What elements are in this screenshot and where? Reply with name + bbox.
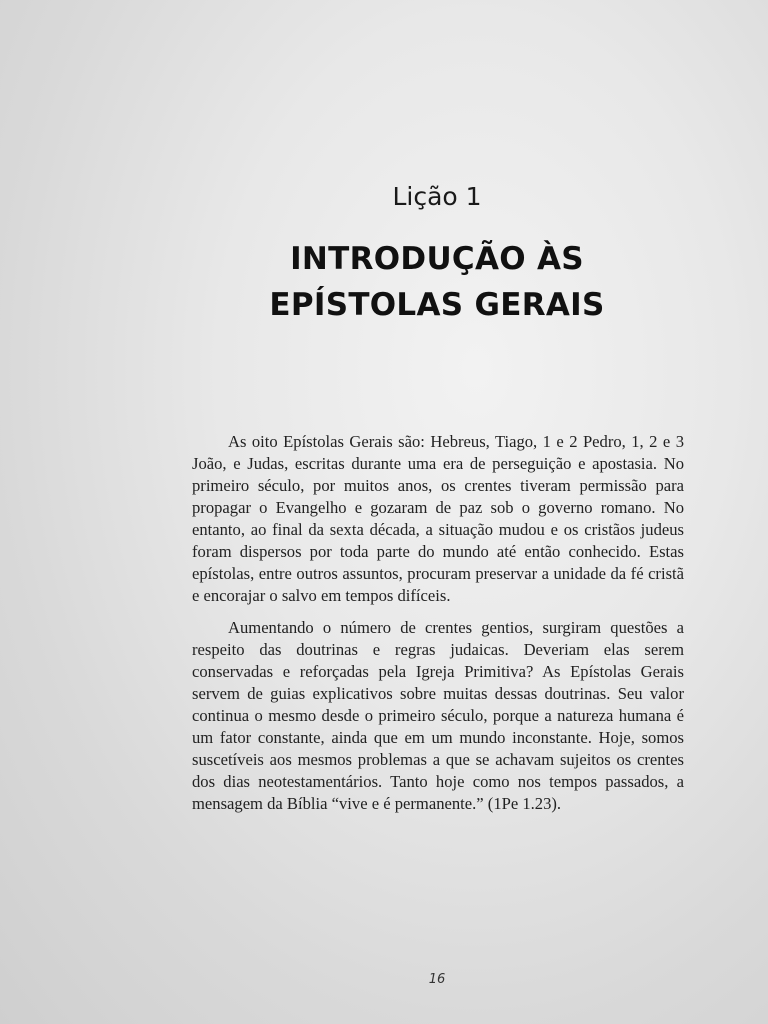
paragraph-2: Aumentando o número de crentes gentios, surgiram questões a respeito das doutrinas e regras judaicas. Deveriam elas serem conservadas e reforçadas pela Igreja Primitiva? As Epístolas Gerais servem de guias explicativos sobre muitas dessas doutrinas. Seu valor continua o mesmo desde o primeiro século, porque a natureza humana é um fator constante, ainda que em um mundo inconstante. Hoje, somos suscetíveis aos mesmos problemas a que se achavam sujeitos os crentes dos dias neotestamentários. Tanto hoje como nos tempos passados, a mensagem da Bíblia “vive e é permanente.” (1Pe 1.23). — [192, 618, 684, 813]
page-number: 16 — [428, 972, 446, 987]
chapter-title — [0, 236, 768, 328]
paragraph-1: As oito Epístolas Gerais são: Hebreus, Tiago, 1 e 2 Pedro, 1, 2 e 3 João, e Judas, escritas durante uma era de perseguição e apostasia. No primeiro século, por muitos anos, os crentes tiveram permissão para propagar o Evangelho e gozaram de paz sob o governo romano. No entanto, ao final da sexta década, a situação mudou e os cristãos judeus foram dispersos por toda parte do mundo até então conhecido. Estas epístolas, entre outros assuntos, procuram preservar a unidade da fé cristã e encorajar o salvo em tempos difíceis. — [192, 432, 684, 605]
lesson-label: Lição 1 — [392, 182, 482, 211]
chapter-title-line-1: INTRODUÇÃO ÀS — [290, 241, 584, 277]
chapter-title-line-2: EPÍSTOLAS GERAIS — [269, 287, 605, 323]
body-text — [192, 431, 684, 825]
